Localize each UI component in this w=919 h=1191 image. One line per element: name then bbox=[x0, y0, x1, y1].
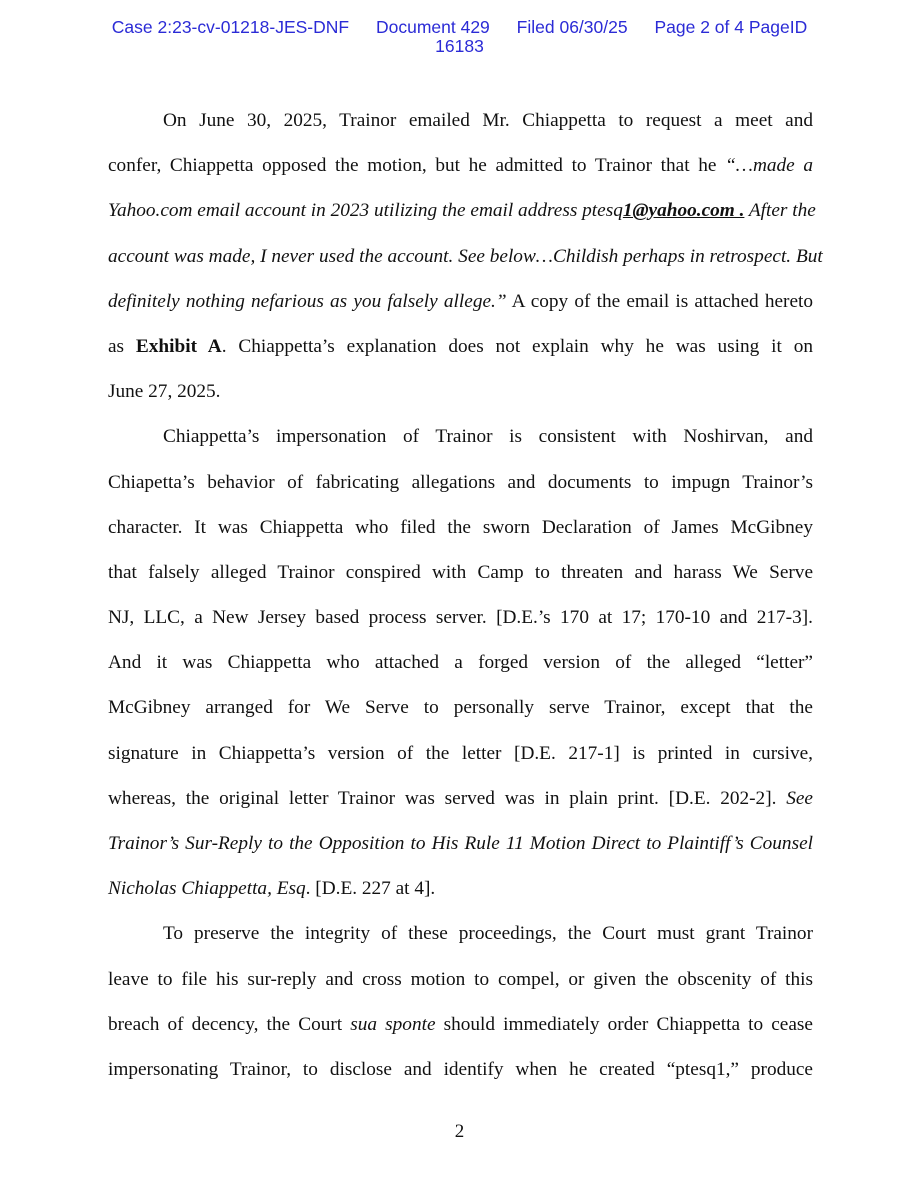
page-number: 2 bbox=[454, 1121, 465, 1142]
text-line bbox=[108, 782, 813, 827]
text-line bbox=[108, 194, 816, 239]
paragraph-2 bbox=[108, 420, 813, 917]
text-span: confer, Chiappetta opposed the motion, but he admitted to Trainor that he bbox=[108, 155, 726, 177]
page-id: 16183 bbox=[435, 36, 484, 56]
paragraph-1 bbox=[108, 104, 823, 420]
text-line: leave to file his sur-reply and cross motion to compel, or given the obscenity of this bbox=[108, 968, 813, 990]
text-span: . Chiappetta’s explanation does not explain why he was using it on bbox=[221, 335, 813, 357]
latin-term: sua sponte bbox=[350, 1013, 436, 1035]
citation-title: Nicholas Chiappetta, Esq bbox=[108, 878, 306, 900]
text-line bbox=[108, 149, 813, 194]
email-address: 1@yahoo.com . bbox=[622, 200, 745, 222]
text-span: whereas, the original letter Trainor was served was in plain print. [D.E. 202-2]. bbox=[108, 787, 787, 809]
text-line: signature in Chiappetta’s version of the letter [D.E. 217-1] is printed in cursive, bbox=[108, 742, 813, 764]
text-line: Chiappetta’s impersonation of Trainor is consistent with Noshirvan, and bbox=[163, 426, 813, 448]
text-line: character. It was Chiappetta who filed the sworn Declaration of James McGibney bbox=[108, 516, 813, 538]
text-line: And it was Chiappetta who attached a forged version of the alleged “letter” bbox=[108, 652, 813, 674]
text-line: that falsely alleged Trainor conspired with Camp to threaten and harass We Serve bbox=[108, 561, 813, 583]
text-span: A copy of the email is attached hereto bbox=[506, 290, 813, 312]
filed-date: Filed 06/30/25 bbox=[516, 17, 628, 37]
paragraph-3 bbox=[108, 917, 813, 1098]
text-line bbox=[108, 827, 813, 872]
text-span: . [D.E. 227 at 4]. bbox=[305, 878, 436, 900]
case-number: Case 2:23-cv-01218-JES-DNF bbox=[111, 17, 350, 37]
page-info: Page 2 of 4 PageID bbox=[654, 17, 808, 37]
document-body bbox=[108, 104, 823, 1098]
text-line bbox=[108, 330, 813, 375]
text-line bbox=[108, 1008, 813, 1053]
citation-signal: See bbox=[786, 787, 813, 809]
text-line bbox=[108, 872, 813, 917]
text-line: McGibney arranged for We Serve to personally serve Trainor, except that the bbox=[108, 697, 813, 719]
text-span: should immediately order Chiappetta to cease bbox=[435, 1013, 813, 1035]
quote-span: “…made a bbox=[725, 155, 813, 177]
text-line: On June 30, 2025, Trainor emailed Mr. Chiappetta to request a meet and bbox=[163, 110, 813, 131]
text-line: impersonating Trainor, to disclose and identify when he created “ptesq1,” produce bbox=[108, 1058, 813, 1080]
exhibit-label: Exhibit A bbox=[135, 335, 222, 357]
text-line: NJ, LLC, a New Jersey based process server. [D.E.’s 170 at 17; 170-10 and 217-3]. bbox=[108, 607, 813, 629]
text-span: breach of decency, the Court bbox=[108, 1013, 351, 1035]
ecf-header bbox=[0, 18, 919, 56]
text-line bbox=[108, 240, 823, 285]
text-span: as bbox=[108, 335, 136, 357]
document-number: Document 429 bbox=[375, 17, 490, 37]
text-line: June 27, 2025. bbox=[108, 381, 221, 403]
text-line bbox=[108, 285, 813, 330]
quote-span: definitely nothing nefarious as you falsely allege.” bbox=[108, 290, 507, 312]
text-line: Chiapetta’s behavior of fabricating allegations and documents to impugn Trainor’s bbox=[108, 471, 813, 493]
text-line: To preserve the integrity of these proceedings, the Court must grant Trainor bbox=[163, 923, 813, 945]
citation-title: Trainor’s Sur-Reply to the Opposition to His Rule 11 Motion Direct to Plaintiff’s Counsel bbox=[108, 833, 813, 854]
quote-span: account was made, I never used the account. See below…Childish perhaps in retrospect. But bbox=[108, 245, 823, 267]
quote-span: Yahoo.com email account in 2023 utilizing the email address ptesq bbox=[108, 200, 623, 222]
quote-span: After the bbox=[744, 200, 816, 222]
